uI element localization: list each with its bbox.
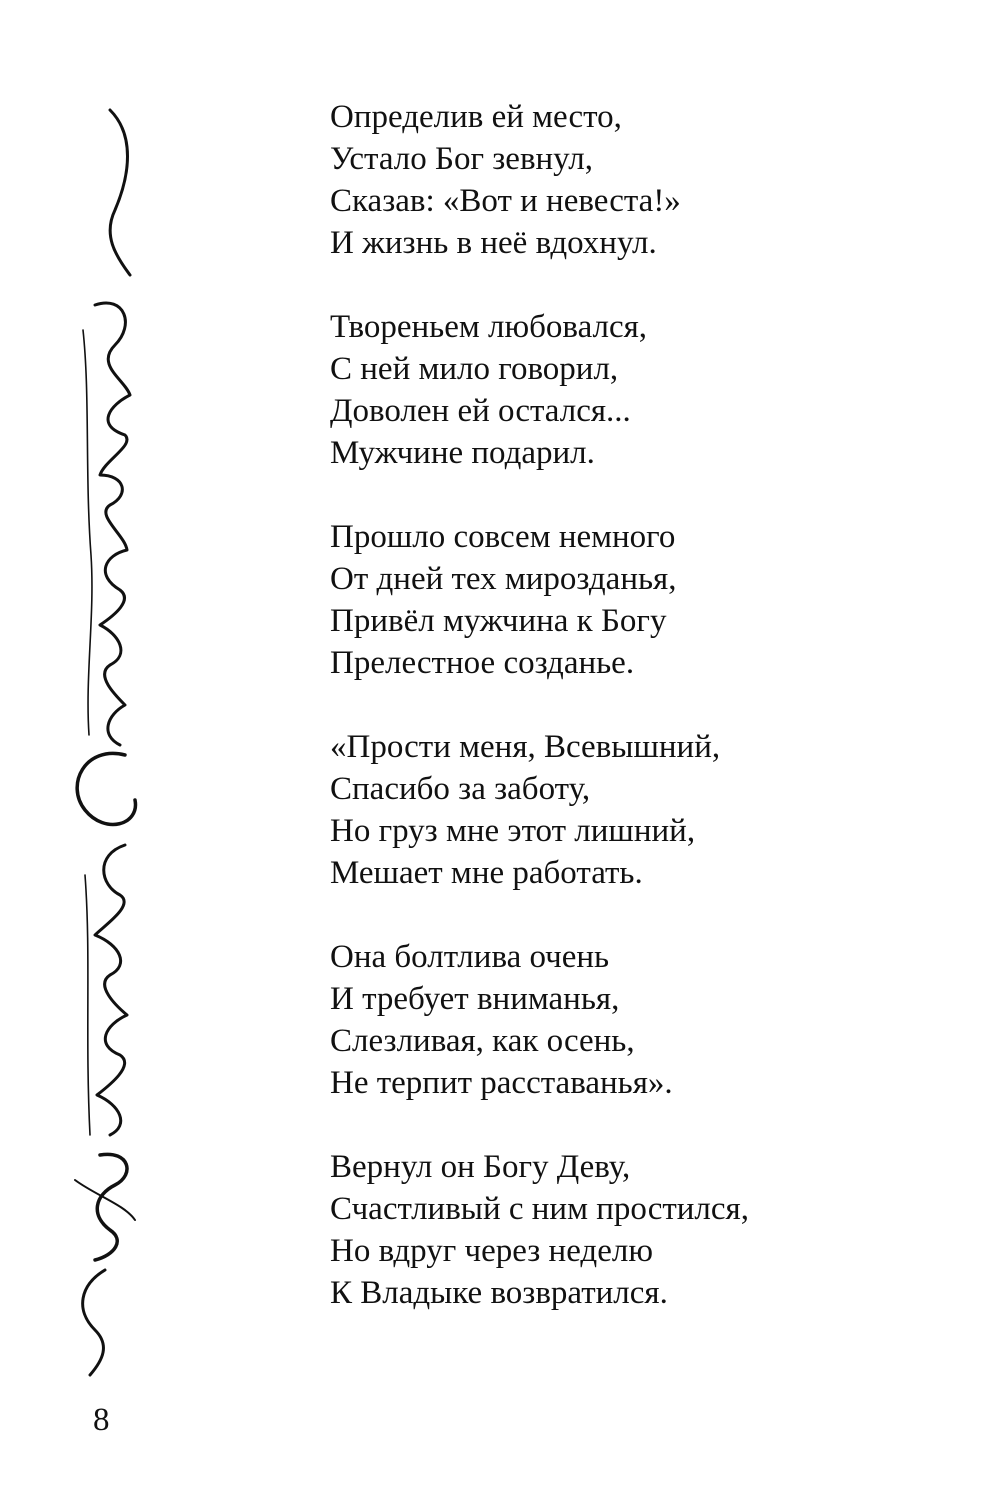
- poem-line: К Владыке возвратился.: [330, 1275, 668, 1311]
- page-number: 8: [93, 1402, 110, 1438]
- poem-line: Прошло совсем немного: [330, 519, 676, 555]
- poem-line: Но груз мне этот лишний,: [330, 813, 696, 849]
- stanza-6: [330, 1146, 970, 1314]
- poem-line: Твореньем любовался,: [330, 309, 648, 345]
- poem: [330, 96, 970, 1356]
- stanza-3: [330, 516, 970, 684]
- author-signature: [55, 95, 145, 1385]
- signature-script-graphic: [55, 95, 145, 1385]
- poem-line: Но вдруг через неделю: [330, 1233, 653, 1269]
- poem-line: Слезливая, как осень,: [330, 1023, 635, 1059]
- poem-line: Счастливый с ним простился,: [330, 1191, 749, 1227]
- poem-line: Доволен ей остался...: [330, 393, 631, 429]
- poem-line: «Прости меня, Всевышний,: [330, 729, 721, 765]
- stanza-4: [330, 726, 970, 894]
- poem-line: И требует вниманья,: [330, 981, 620, 1017]
- poem-line: Сказав: «Вот и невеста!»: [330, 183, 681, 219]
- poem-line: Спасибо за заботу,: [330, 771, 591, 807]
- poem-line: Вернул он Богу Деву,: [330, 1149, 631, 1185]
- poem-line: Привёл мужчина к Богу: [330, 603, 667, 639]
- poem-line: Прелестное созданье.: [330, 645, 635, 681]
- poem-line: С ней мило говорил,: [330, 351, 619, 387]
- poem-line: Устало Бог зевнул,: [330, 141, 593, 177]
- stanza-2: [330, 306, 970, 474]
- stanza-1: [330, 96, 970, 264]
- poem-line: Не терпит расставанья».: [330, 1065, 673, 1101]
- poem-line: От дней тех мирозданья,: [330, 561, 677, 597]
- poem-line: Мужчине подарил.: [330, 435, 595, 471]
- stanza-5: [330, 936, 970, 1104]
- poem-line: Она болтлива очень: [330, 939, 610, 975]
- poem-line: Определив ей место,: [330, 99, 622, 135]
- poem-line: И жизнь в неё вдохнул.: [330, 225, 657, 261]
- poem-line: Мешает мне работать.: [330, 855, 643, 891]
